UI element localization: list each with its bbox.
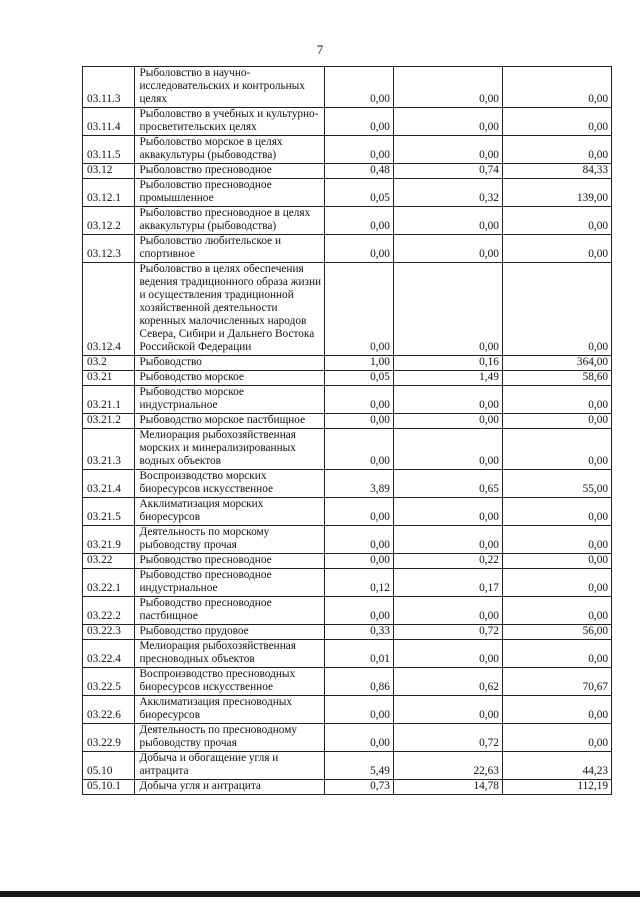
table-row [83,371,612,386]
row-code: 03.22.9 [83,724,135,752]
row-value-1: 0,48 [325,164,394,179]
row-name: Деятельность по морскому рыбоводству прочая [135,526,325,554]
row-value-2: 0,22 [393,554,502,569]
table-row [83,386,612,414]
row-value-1: 1,00 [325,356,394,371]
row-value-2: 0,72 [393,625,502,640]
row-value-1: 0,00 [325,67,394,108]
table-row [83,414,612,429]
row-value-3: 84,33 [502,164,611,179]
row-value-2: 0,00 [393,136,502,164]
table-row [83,752,612,780]
table-row [83,67,612,108]
row-value-1: 0,00 [325,429,394,470]
row-value-3: 112,19 [502,780,611,795]
row-value-3: 0,00 [502,386,611,414]
table-row [83,724,612,752]
activity-table [82,66,612,795]
table-row [83,640,612,668]
row-code: 03.12 [83,164,135,179]
row-value-2: 0,00 [393,696,502,724]
row-value-2: 22,63 [393,752,502,780]
row-name: Рыболовство пресноводное в целях аквакультуры (рыбоводства) [135,207,325,235]
row-value-1: 3,89 [325,470,394,498]
row-name: Рыбоводство морское индустриальное [135,386,325,414]
row-name: Акклиматизация пресноводных биоресурсов [135,696,325,724]
row-value-3: 0,00 [502,554,611,569]
row-value-1: 0,00 [325,597,394,625]
row-code: 03.21.9 [83,526,135,554]
row-value-1: 0,00 [325,724,394,752]
row-value-3: 0,00 [502,108,611,136]
row-value-2: 1,49 [393,371,502,386]
row-value-3: 44,23 [502,752,611,780]
row-value-3: 0,00 [502,235,611,263]
row-name: Мелиорация рыбохозяйственная морских и минерализированных водных объектов [135,429,325,470]
row-name: Рыбоводство пресноводное [135,554,325,569]
row-code: 03.12.3 [83,235,135,263]
row-code: 03.22.2 [83,597,135,625]
row-name: Рыболовство в целях обеспечения ведения традиционного образа жизни и осуществления традиционной хозяйственной деятельности коренных малочисленных народов Севера, Сибири и Дальнего Востока Российской Федерации [135,263,325,356]
table-row [83,429,612,470]
row-value-3: 0,00 [502,526,611,554]
row-value-3: 0,00 [502,429,611,470]
row-name: Рыбоводство морское пастбищное [135,414,325,429]
row-code: 03.11.3 [83,67,135,108]
row-value-2: 0,00 [393,67,502,108]
table-row [83,263,612,356]
row-value-3: 0,00 [502,724,611,752]
row-value-1: 0,00 [325,108,394,136]
row-value-2: 0,65 [393,470,502,498]
table-body [83,67,612,795]
row-value-3: 0,00 [502,207,611,235]
row-code: 03.21.2 [83,414,135,429]
row-value-1: 0,33 [325,625,394,640]
table-row [83,696,612,724]
row-code: 03.22.6 [83,696,135,724]
row-name: Акклиматизация морских биоресурсов [135,498,325,526]
row-value-2: 0,00 [393,108,502,136]
table-row [83,597,612,625]
row-name: Рыбоводство пресноводное индустриальное [135,569,325,597]
row-value-2: 0,74 [393,164,502,179]
row-code: 03.22.1 [83,569,135,597]
row-name: Рыбоводство прудовое [135,625,325,640]
table-row [83,668,612,696]
row-name: Рыбоводство морское [135,371,325,386]
page-number: 7 [316,42,324,57]
row-value-3: 0,00 [502,67,611,108]
row-code: 03.12.1 [83,179,135,207]
row-value-3: 0,00 [502,597,611,625]
row-value-2: 0,00 [393,263,502,356]
table-row [83,526,612,554]
row-value-3: 70,67 [502,668,611,696]
row-name: Воспроизводство морских биоресурсов искусственное [135,470,325,498]
row-name: Рыболовство в научно-исследовательских и контрольных целях [135,67,325,108]
row-value-1: 0,00 [325,526,394,554]
table-row [83,108,612,136]
row-code: 03.22.5 [83,668,135,696]
row-value-1: 0,00 [325,136,394,164]
row-value-1: 0,00 [325,414,394,429]
row-value-3: 55,00 [502,470,611,498]
row-code: 03.21 [83,371,135,386]
row-value-2: 14,78 [393,780,502,795]
table-row [83,498,612,526]
row-value-1: 0,05 [325,179,394,207]
table-row [83,164,612,179]
row-code: 03.11.5 [83,136,135,164]
row-name: Рыболовство пресноводное промышленное [135,179,325,207]
table-row [83,179,612,207]
row-value-1: 0,00 [325,386,394,414]
row-value-2: 0,62 [393,668,502,696]
row-value-1: 0,86 [325,668,394,696]
row-value-3: 364,00 [502,356,611,371]
table-row [83,356,612,371]
row-code: 03.2 [83,356,135,371]
row-value-3: 0,00 [502,498,611,526]
row-value-2: 0,00 [393,235,502,263]
row-value-1: 0,00 [325,207,394,235]
row-value-3: 139,00 [502,179,611,207]
row-value-3: 0,00 [502,414,611,429]
row-value-3: 58,60 [502,371,611,386]
row-value-2: 0,00 [393,526,502,554]
row-value-2: 0,32 [393,179,502,207]
table-row [83,625,612,640]
table-row [83,136,612,164]
row-name: Деятельность по пресноводному рыбоводству прочая [135,724,325,752]
table-row [83,235,612,263]
row-value-1: 5,49 [325,752,394,780]
row-code: 03.12.2 [83,207,135,235]
row-code: 03.22.3 [83,625,135,640]
row-code: 03.11.4 [83,108,135,136]
row-code: 03.21.1 [83,386,135,414]
row-name: Рыболовство любительское и спортивное [135,235,325,263]
row-name: Воспроизводство пресноводных биоресурсов искусственное [135,668,325,696]
row-value-1: 0,12 [325,569,394,597]
row-value-2: 0,00 [393,429,502,470]
row-value-3: 56,00 [502,625,611,640]
row-value-2: 0,00 [393,597,502,625]
table-row [83,207,612,235]
table-row [83,569,612,597]
row-value-2: 0,00 [393,498,502,526]
row-value-1: 0,01 [325,640,394,668]
row-value-3: 0,00 [502,569,611,597]
row-code: 03.21.5 [83,498,135,526]
row-value-1: 0,00 [325,498,394,526]
row-value-2: 0,00 [393,414,502,429]
row-value-2: 0,17 [393,569,502,597]
row-name: Рыболовство морское в целях аквакультуры (рыбоводства) [135,136,325,164]
row-value-1: 0,00 [325,235,394,263]
row-value-1: 0,00 [325,696,394,724]
scan-edge [0,891,640,897]
row-value-2: 0,72 [393,724,502,752]
row-code: 03.21.4 [83,470,135,498]
row-value-1: 0,00 [325,263,394,356]
table-row [83,780,612,795]
row-code: 05.10.1 [83,780,135,795]
row-value-2: 0,00 [393,640,502,668]
row-code: 03.22 [83,554,135,569]
row-name: Рыбоводство [135,356,325,371]
row-value-3: 0,00 [502,263,611,356]
row-name: Рыболовство пресноводное [135,164,325,179]
row-value-2: 0,00 [393,207,502,235]
row-name: Рыбоводство пресноводное пастбищное [135,597,325,625]
row-value-3: 0,00 [502,640,611,668]
row-code: 03.12.4 [83,263,135,356]
row-name: Добыча угля и антрацита [135,780,325,795]
row-code: 05.10 [83,752,135,780]
row-name: Рыболовство в учебных и культурно-просветительских целях [135,108,325,136]
row-value-2: 0,00 [393,386,502,414]
row-value-1: 0,73 [325,780,394,795]
row-value-3: 0,00 [502,136,611,164]
row-code: 03.22.4 [83,640,135,668]
row-code: 03.21.3 [83,429,135,470]
row-name: Мелиорация рыбохозяйственная пресноводных объектов [135,640,325,668]
table-row [83,554,612,569]
row-name: Добыча и обогащение угля и антрацита [135,752,325,780]
row-value-1: 0,00 [325,554,394,569]
table-row [83,470,612,498]
row-value-3: 0,00 [502,696,611,724]
row-value-1: 0,05 [325,371,394,386]
row-value-2: 0,16 [393,356,502,371]
